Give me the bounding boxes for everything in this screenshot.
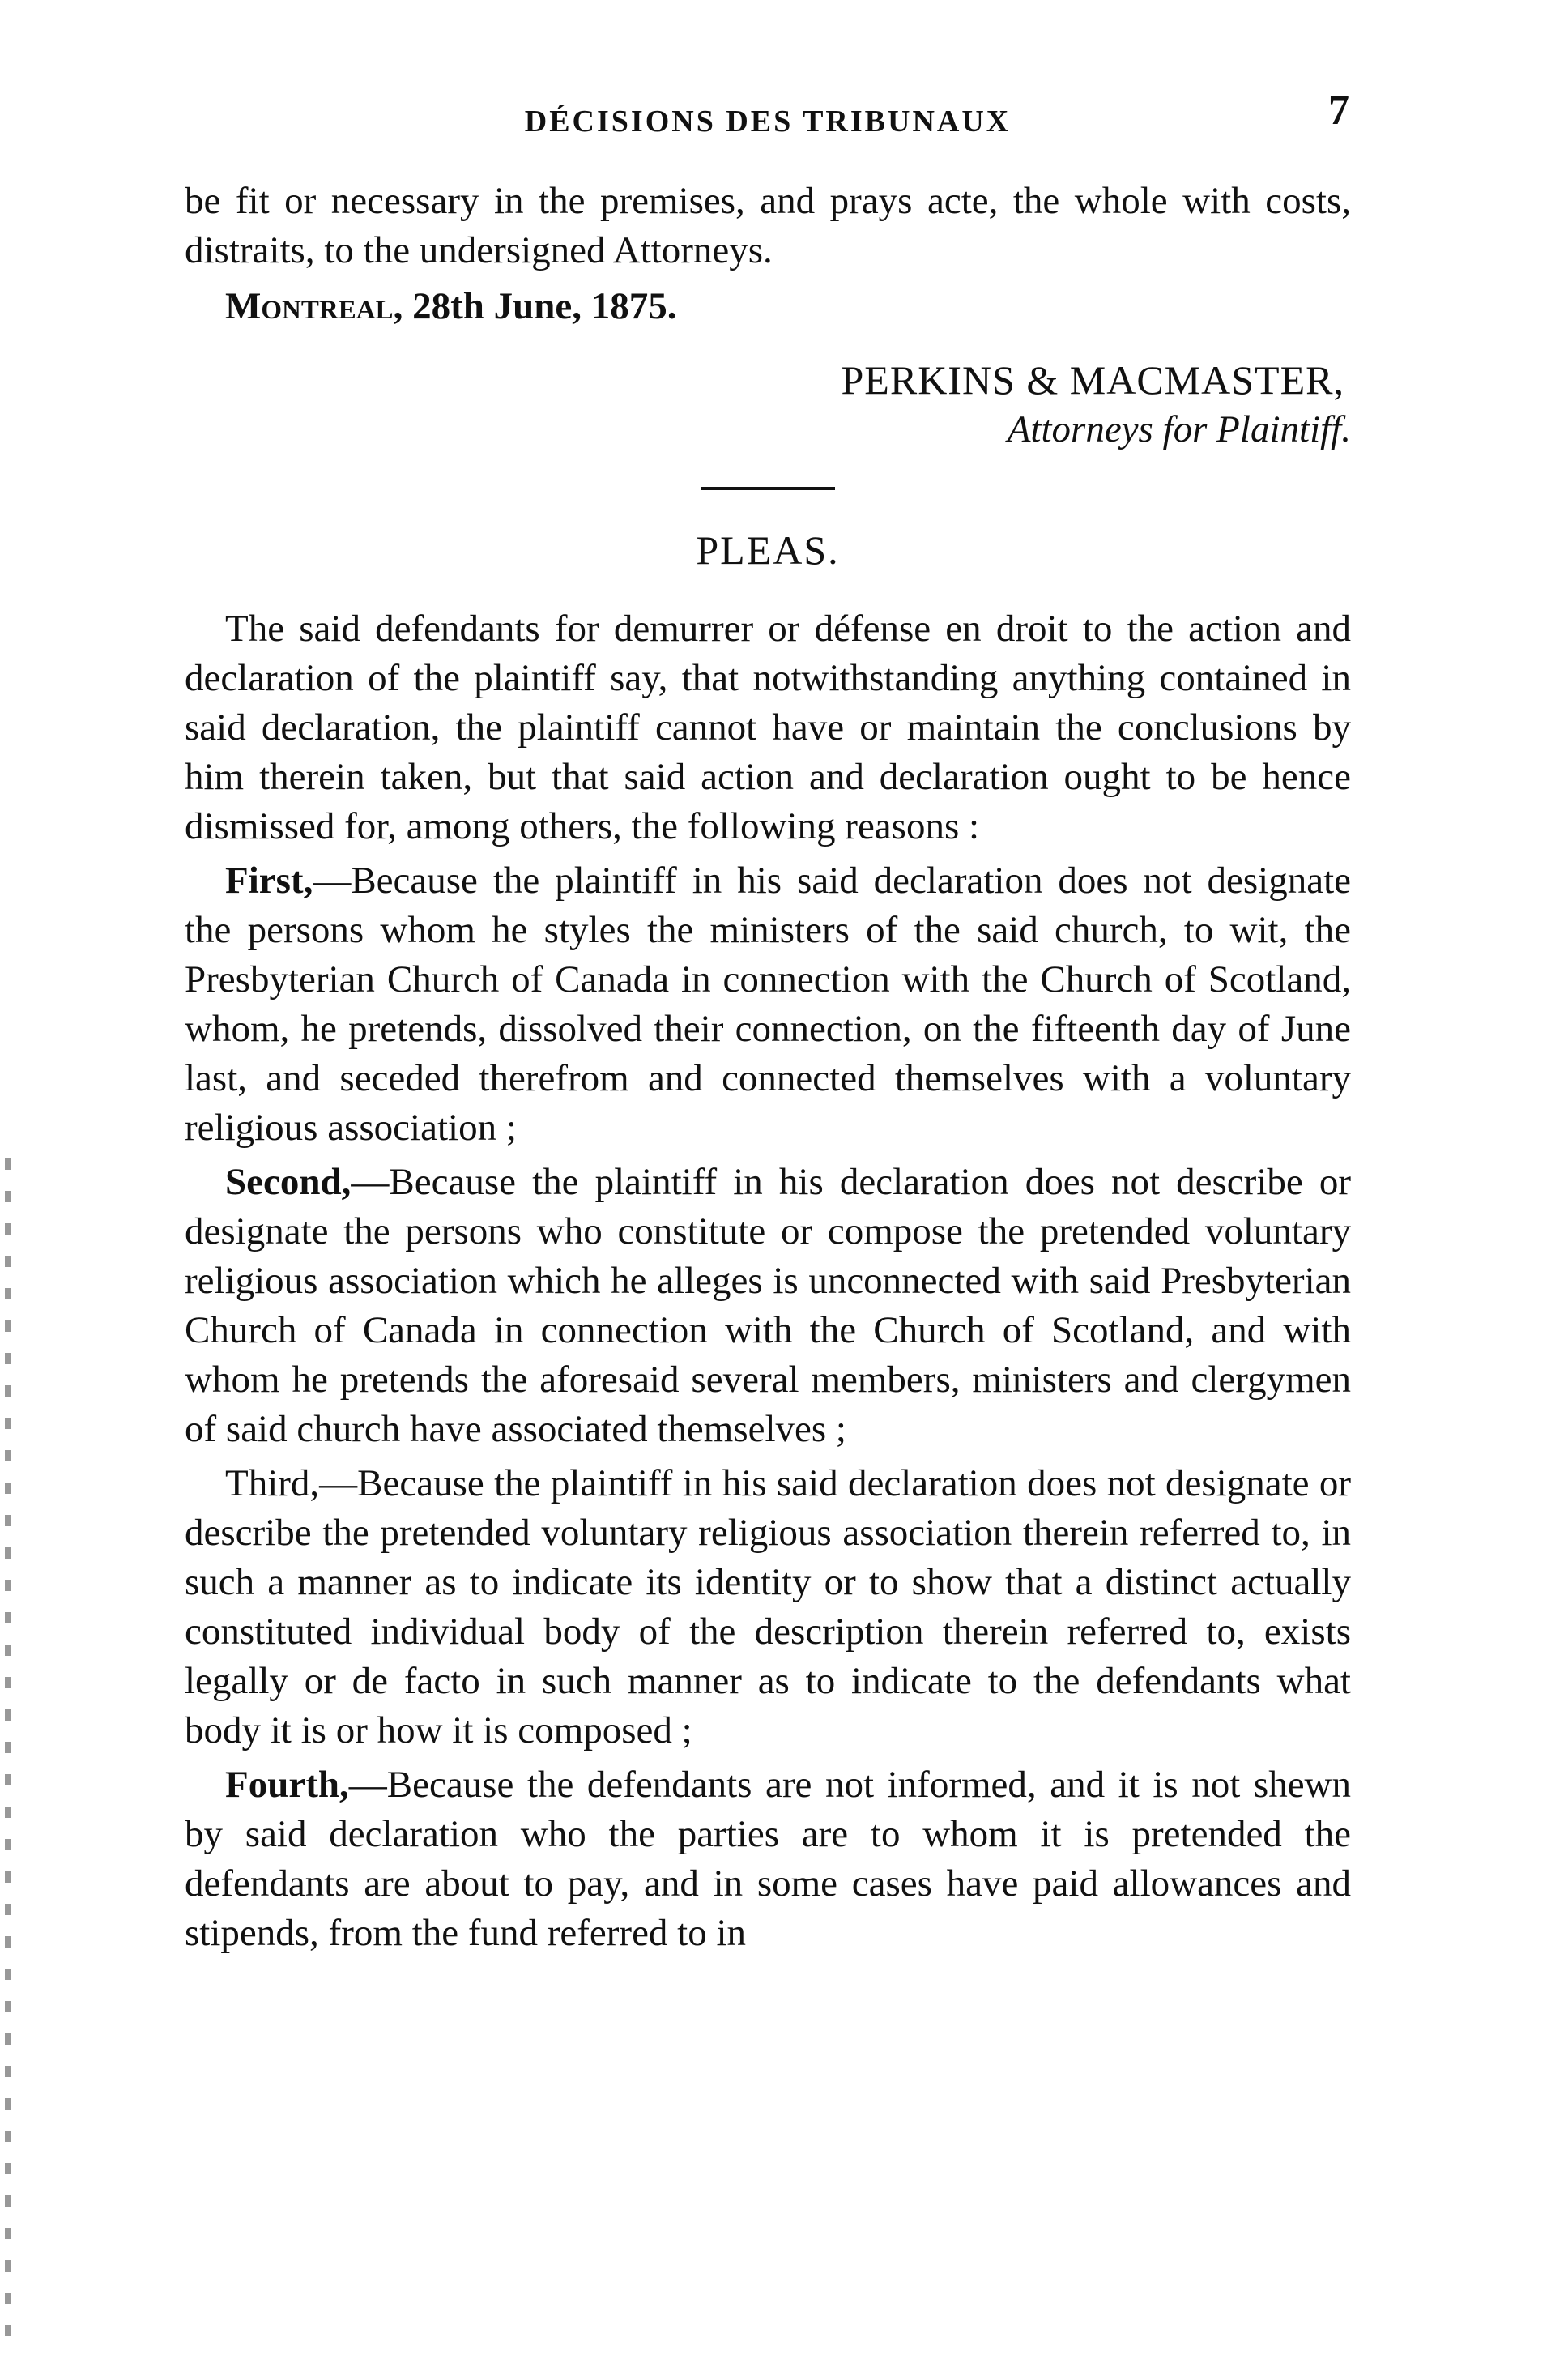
- plea-text: —Because the plaintiff in his said declaration does not designate the persons whom he styles the ministers of the said church, to wit, the Presbyterian Church of Canada in connection with the Church of Scotland, whom, he pretends, dissolved their connection, on the fifteenth day of June last, and seceded therefrom and connected themselves with a voluntary religious association ;: [185, 860, 1351, 1149]
- opening-paragraph: be fit or necessary in the premises, and prays acte, the whole with costs, distraits, to the undersigned Attorneys.: [185, 180, 1351, 271]
- page-number: 7: [1328, 87, 1349, 134]
- plea-text: —Because the defendants are not informed, and it is not shewn by said declaration who the parties are to whom it is pretended the defendants are about to pay, and in some cases have paid allowances and stipends, from the fund referred to in: [185, 1764, 1351, 1954]
- attorney-signature: PERKINS & MACMASTER,: [841, 357, 1344, 403]
- binding-edge-mark: [5, 1158, 11, 2341]
- plea-second: [185, 1158, 1351, 1454]
- plea-fourth: [185, 1760, 1351, 1958]
- plea-text: —Because the plaintiff in his said declaration does not designate or describe the pretended voluntary religious association therein referred to, in such a manner as to indicate its identity or to show that a distinct actually constituted individual body of the description therein referred to, exists legally or de facto in such manner as to indicate to the defendants what body it is or how it is composed ;: [185, 1462, 1351, 1751]
- date-line: [185, 282, 1351, 331]
- plea-third: [185, 1459, 1351, 1756]
- running-title: DÉCISIONS DES TRIBUNAUX: [524, 105, 1012, 139]
- date-text: , 28th June, 1875.: [393, 285, 677, 327]
- plea-label: First,: [225, 860, 313, 902]
- pleas-intro: The said defendants for demurrer or défense en droit to the action and declaration of the plaintiff say, that notwithstanding anything contained in said declaration, the plaintiff cannot have or maintain the conclusions by him therein taken, but that said action and declaration ought to be hence dismissed for, among others, the following reasons :: [185, 608, 1351, 847]
- plea-text: —Because the plaintiff in his declaration does not describe or designate the persons who constitute or compose the pretended voluntary religious association which he alleges is unconnected with said Presbyterian Church of Canada in connection with the Church of Scotland, and with whom he pretends the aforesaid several members, ministers and clergymen of said church have associated themselves ;: [185, 1161, 1351, 1450]
- section-divider: [701, 487, 835, 490]
- date-place: Montreal: [225, 285, 394, 327]
- plea-label: Third,: [225, 1462, 320, 1504]
- document-page: [185, 81, 1351, 1958]
- plea-first: [185, 856, 1351, 1153]
- attorney-role: Attorneys for Plaintiff.: [1007, 408, 1351, 450]
- plea-label: Second,: [225, 1161, 352, 1203]
- plea-label: Fourth,: [225, 1764, 349, 1806]
- page-header: [185, 81, 1351, 162]
- pleas-title: PLEAS.: [696, 527, 840, 573]
